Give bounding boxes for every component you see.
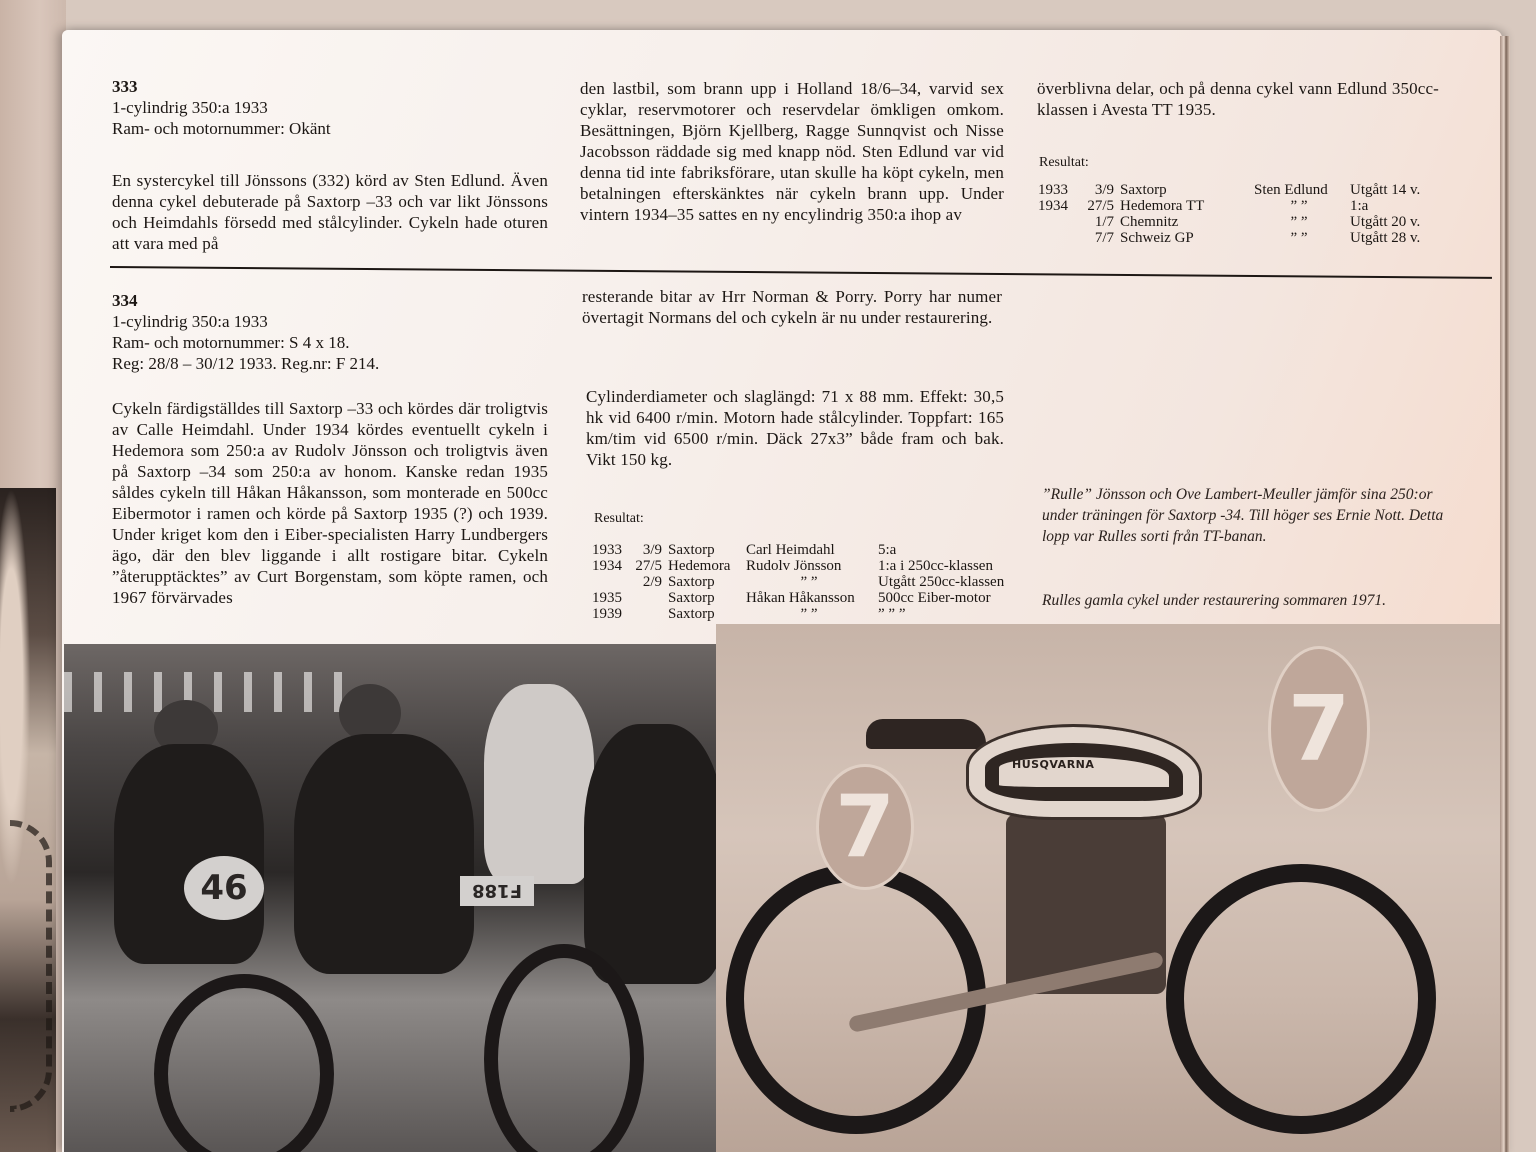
book-page <box>62 30 1502 1152</box>
bunting-decoration <box>64 672 354 712</box>
mechanic-figure <box>584 724 718 984</box>
entry-334-header <box>112 290 552 374</box>
photo-riders <box>64 644 718 1152</box>
table-row: 1934 27/5 Hedemora TT ” ” 1:a <box>1038 198 1369 214</box>
entry-frame-number: Ram- och motornummer: Okänt <box>112 119 331 138</box>
motorcycle-seat <box>866 719 986 749</box>
fuel-tank <box>966 724 1202 820</box>
caption-left-photo: ”Rulle” Jönsson och Ove Lambert-Meuller jämför sina 250:or under träningen för Saxtorp -34. Till höger ses Ernie Nott. Detta lopp var Rulles sorti från TT-banan. <box>1042 486 1444 545</box>
page-edge <box>1500 36 1510 1152</box>
front-number-plate: 7 <box>1268 646 1370 812</box>
table-row: 1933 3/9 Saxtorp Carl Heimdahl 5:a <box>592 542 897 558</box>
entry-334-text-col2: resterande bitar av Hrr Norman & Porry. Porry har numer övertagit Normans del och cykeln är nu under restaurering. <box>582 287 1002 327</box>
side-number-plate: 7 <box>816 764 914 890</box>
entry-334-text-col1: Cykeln färdigställdes till Saxtorp –33 och kördes där troligtvis av Calle Heimdahl. Under 1934 kördes eventuellt cykeln i Hedemora som 250:a av Rudolv Jönsson och troligtvis även på Saxtorp –34 som 250:a av honom. Kanske redan 1935 såldes cykeln till Håkan Håkansson, som monterade en 500cc Eibermotor i ramen och körde på Saxtorp 1935 (?) och 1939. Under kriget kom den i Eiber-specialisten Harry Lundbergers ägo, där den blev liggande i allt rostigare bitar. Cykeln ”återupptäcktes” av Curt Borgenstam, som köpte ramen, och 1967 förvärvades <box>112 399 548 607</box>
facing-page-photo <box>0 488 56 1152</box>
rider-figure <box>114 744 264 964</box>
front-wheel <box>1166 864 1436 1134</box>
spectator-figure <box>484 684 594 884</box>
rider-figure <box>294 734 474 974</box>
race-number-plate: 46 <box>184 856 264 920</box>
entry-334-specs: Cylinderdiameter och slaglängd: 71 x 88 mm. Effekt: 30,5 hk vid 6400 r/min. Motorn hade stålcylinder. Toppfart: 165 km/tim vid 6500 r/min. Däck 27x3” både fram och bak. Vikt 150 kg. <box>586 387 1004 469</box>
table-row: 1933 3/9 Saxtorp Sten Edlund Utgått 14 v. <box>1038 182 1421 198</box>
entry-334-results-table <box>592 542 1010 622</box>
entry-registration: Reg: 28/8 – 30/12 1933. Reg.nr: F 214. <box>112 354 380 373</box>
table-row: 1939 Saxtorp ” ” ” ” ” <box>592 606 906 622</box>
motorcycle-wheel <box>154 974 334 1152</box>
section-divider <box>110 266 1492 279</box>
table-row: 7/7 Schweiz GP ” ” Utgått 28 v. <box>1094 230 1421 246</box>
entry-frame-number: Ram- och motornummer: S 4 x 18. <box>112 333 350 352</box>
license-plate: F188 <box>460 876 534 906</box>
photo-husqvarna-motorcycle <box>716 624 1502 1152</box>
facing-page <box>0 0 66 1152</box>
entry-333-text-col1: En systercykel till Jönssons (332) körd av Sten Edlund. Även denna cykel debuterade på Saxtorp –33 och var likt Jönssons och Heimdahls försedd med stålcylinder. Cykeln hade oturen att vara med på <box>112 171 548 253</box>
entry-333-text-col2: den lastbil, som brann upp i Holland 18/6–34, varvid sex cyklar, reservmotorer och reservdelar ömkligen omkom. Besättningen, Björn Kjellberg, Ragge Sunnqvist och Nisse Jacobsson räddade sig med knapp nöd. Sten Edlund var vid denna tid inte fabriksförare, utan skulle ha köpt cykeln, men betalningen efterskänktes när cykeln brann upp. Under vintern 1934–35 sattes en ny encylindrig 350:a ihop av <box>580 79 1004 224</box>
entry-333-header <box>112 76 552 139</box>
table-row: 1934 27/5 Hedemora Rudolv Jönsson 1:a i 250cc-klassen <box>592 558 993 574</box>
entry-333-text-col3: överblivna delar, och på denna cykel vann Edlund 350cc-klassen i Avesta TT 1935. <box>1037 79 1439 119</box>
entry-333-results-table <box>1038 182 1426 246</box>
table-row: 2/9 Saxtorp ” ” Utgått 250cc-klassen <box>642 574 1005 590</box>
caption-right-photo: Rulles gamla cykel under restaurering sommaren 1971. <box>1042 592 1386 609</box>
husqvarna-logo: HUSQVARNA <box>1012 758 1095 771</box>
table-row: 1935 Saxtorp Håkan Håkansson 500cc Eiber-motor <box>592 590 991 606</box>
entry-334-results-label: Resultat: <box>594 511 644 526</box>
entry-number: 334 <box>112 291 138 310</box>
table-row: 1/7 Chemnitz ” ” Utgått 20 v. <box>1094 214 1421 230</box>
entry-number: 333 <box>112 77 138 96</box>
entry-model: 1-cylindrig 350:a 1933 <box>112 312 268 331</box>
entry-model: 1-cylindrig 350:a 1933 <box>112 98 268 117</box>
entry-333-results-label: Resultat: <box>1039 155 1089 170</box>
